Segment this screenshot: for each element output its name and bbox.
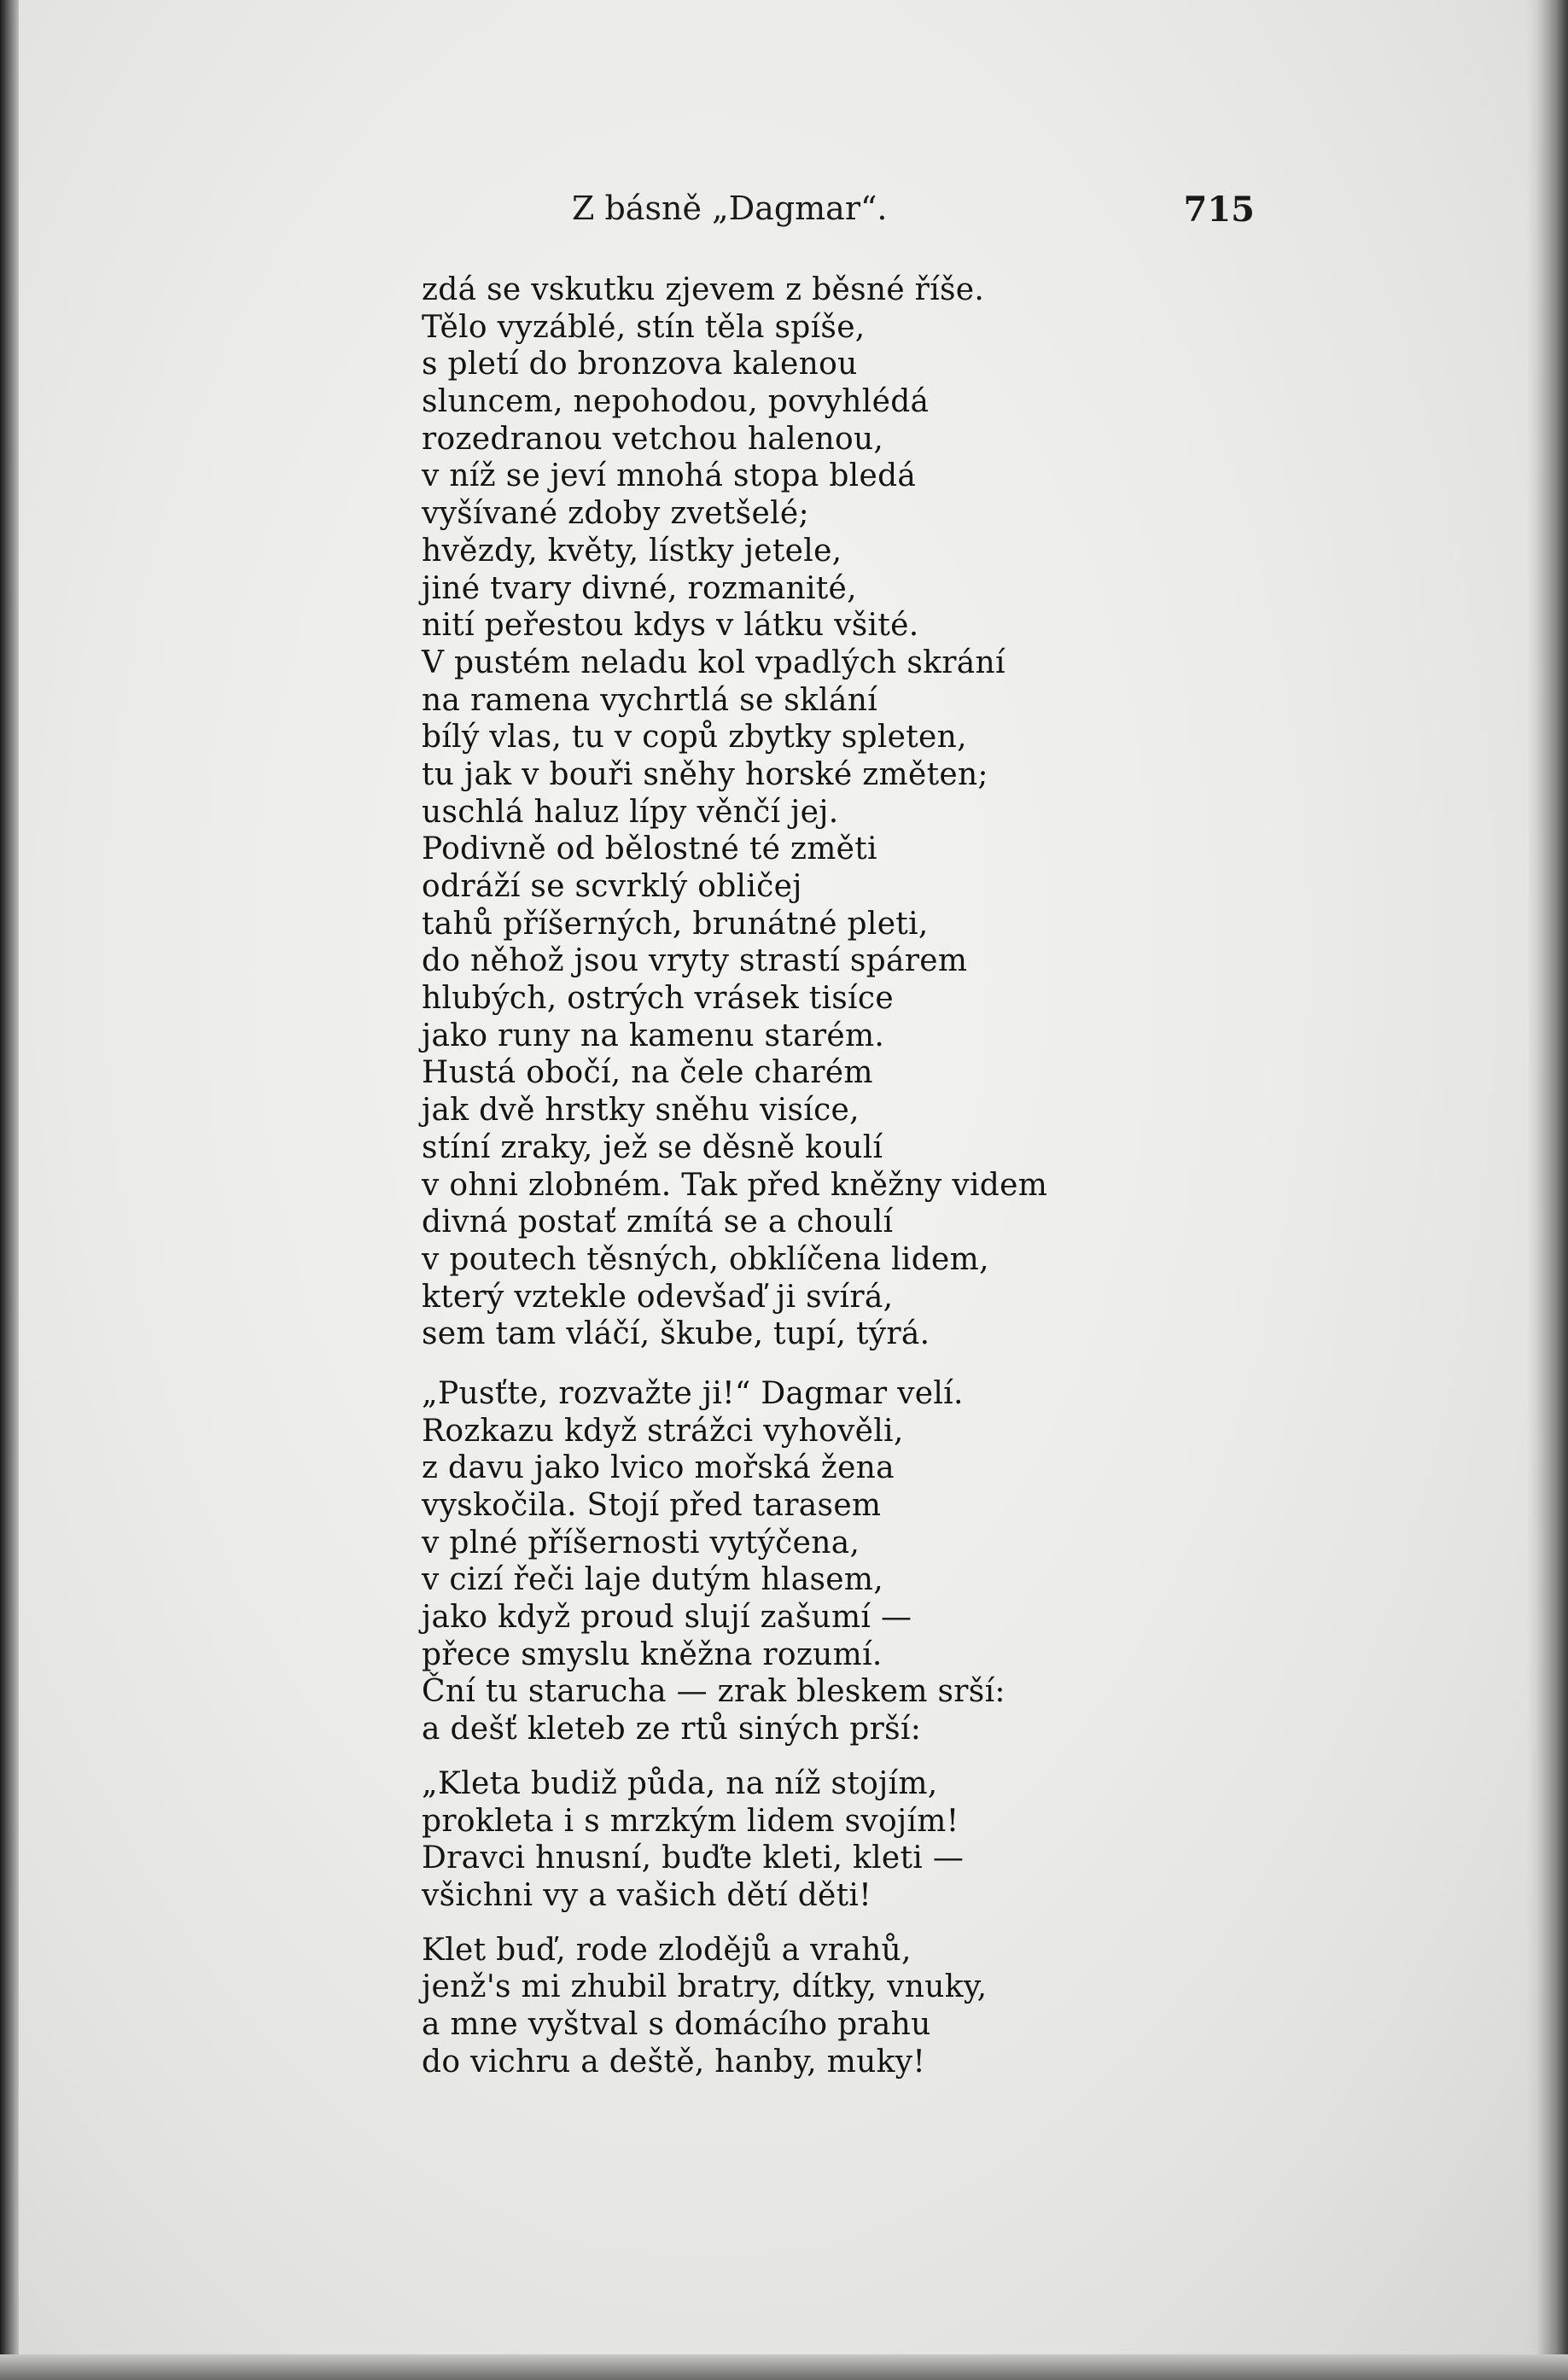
verse-line: uschlá haluz lípy věnčí jej. (422, 794, 839, 830)
verse-line: a dešť kleteb ze rtů siných prší: (422, 1712, 922, 1747)
stanza-gap (422, 1748, 1506, 1765)
verse-line: V pustém neladu kol vpadlých skrání (422, 645, 1006, 680)
verse-line: jiné tvary divné, rozmanité, (422, 570, 857, 606)
verse-line: vyšívané zdoby zvetšelé; (422, 496, 809, 532)
verse-line: který vztekle odevšaď ji svírá, (422, 1279, 894, 1315)
stanza (422, 1765, 1506, 1915)
verse-line: odráží se scvrklý obličej (422, 869, 802, 904)
page-edge-right (1527, 0, 1568, 2380)
verse-line: sem tam vláčí, škube, tupí, týrá. (422, 1316, 930, 1352)
verse-line: tu jak v bouři sněhy horské změten; (422, 756, 988, 792)
verse-line: s pletí do bronzova kalenou (422, 347, 858, 382)
stanza (422, 1375, 1506, 1748)
verse-line: „Kleta budiž půda, na níž stojím, (422, 1765, 938, 1801)
stanza-gap (422, 1353, 1506, 1375)
verse-line: Klet buď, rode zlodějů a vrahů, (422, 1932, 912, 1968)
verse-line: všichni vy a vašich dětí děti! (422, 1877, 871, 1913)
verse-line: v poutech těsných, obklíčena lidem, (422, 1241, 989, 1277)
verse-line: divná postať zmítá se a choulí (422, 1205, 894, 1240)
stanza (422, 271, 1506, 1353)
verse-line: Hustá obočí, na čele charém (422, 1055, 873, 1091)
verse-line: Rozkazu když strážci vyhověli, (422, 1413, 904, 1449)
running-title: Z básně „Dagmar“. (572, 190, 888, 227)
page-edge-left (0, 0, 19, 2380)
verse-line: Podivně od bělostné té změti (422, 831, 877, 867)
verse-line: Tělo vyzáblé, stín těla spíše, (422, 309, 866, 345)
verse-line: z davu jako lvico mořská žena (422, 1450, 895, 1486)
verse-line: nití peřestou kdys v látku všité. (422, 608, 919, 644)
verse-line: v plné příšernosti vytýčena, (422, 1525, 860, 1560)
verse-line: jako runy na kamenu starém. (422, 1018, 885, 1053)
verse-line: Ční tu starucha — zrak bleskem srší: (422, 1674, 1006, 1710)
stanza (422, 1932, 1506, 2081)
verse-line: přece smyslu kněžna rozumí. (422, 1636, 883, 1672)
verse-line: a mne vyštval s domácího prahu (422, 2006, 931, 2042)
verse-line: jako když proud slují zašumí — (422, 1600, 912, 1636)
verse-line: rozedranou vetchou halenou, (422, 421, 884, 457)
verse-line: jak dvě hrstky sněhu visíce, (422, 1093, 860, 1129)
verse-line: vyskočila. Stojí před tarasem (422, 1488, 882, 1523)
poem-text (422, 271, 1506, 2080)
verse-line: Dravci hnusní, buďte kleti, kleti — (422, 1840, 965, 1876)
verse-line: do něhož jsou vryty strastí spárem (422, 943, 968, 979)
verse-line: sluncem, nepohodou, povyhlédá (422, 384, 930, 420)
verse-line: prokleta i s mrzkým lidem svojím! (422, 1803, 959, 1839)
page-number: 715 (1183, 190, 1255, 230)
verse-line: hlubých, ostrých vrásek tisíce (422, 981, 894, 1017)
verse-line: tahů příšerných, brunátné pleti, (422, 906, 929, 942)
verse-line: v níž se jeví mnohá stopa bledá (422, 458, 917, 494)
verse-line: na ramena vychrtlá se sklání (422, 682, 878, 718)
verse-line: stíní zraky, jež se děsně koulí (422, 1129, 883, 1165)
page-edge-bottom (0, 2354, 1568, 2380)
verse-line: bílý vlas, tu v copů zbytky spleten, (422, 720, 967, 755)
verse-line: v ohni zlobném. Tak před kněžny videm (422, 1167, 1048, 1203)
stanza-gap (422, 1915, 1506, 1932)
page-header (418, 181, 1255, 232)
verse-line: „Pusťte, rozvažte ji!“ Dagmar velí. (422, 1375, 964, 1411)
verse-line: zdá se vskutku zjevem z běsné říše. (422, 272, 985, 307)
verse-line: hvězdy, květy, lístky jetele, (422, 533, 842, 569)
verse-line: jenž's mi zhubil bratry, dítky, vnuky, (422, 1969, 988, 2005)
verse-line: v cizí řeči laje dutým hlasem, (422, 1562, 884, 1598)
verse-line: do vichru a deště, hanby, muky! (422, 2044, 926, 2080)
